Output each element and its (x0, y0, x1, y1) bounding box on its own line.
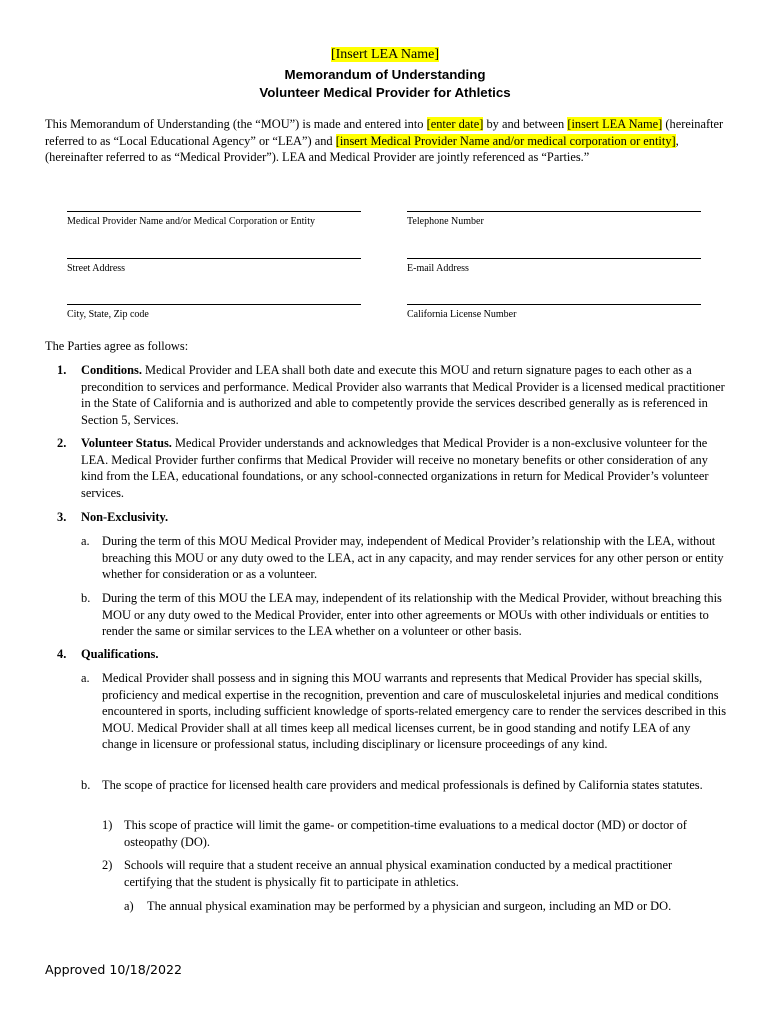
footer-approved-date: Approved 10/18/2022 (45, 962, 182, 977)
document-title: Memorandum of Understanding (284, 67, 486, 82)
document-subtitle: Volunteer Medical Provider for Athletics (259, 85, 511, 100)
section-3-number: 3. (57, 510, 67, 524)
section-4-title: Qualifications. (81, 647, 159, 661)
section-4b1-number: 1) (102, 818, 113, 832)
provider-placeholder: [insert Medical Provider Name and/or medical corporation or entity] (335, 133, 676, 148)
section-1-number: 1. (57, 363, 67, 377)
lea-name-placeholder: [Insert LEA Name] (330, 47, 440, 62)
date-placeholder: [enter date] (426, 117, 484, 131)
section-4b2a-number: a) (124, 899, 134, 913)
email-field[interactable]: E-mail Address (407, 258, 701, 275)
section-4-number: 4. (57, 647, 67, 661)
license-number-field[interactable]: California License Number (407, 304, 701, 321)
section-4a-number: a. (81, 671, 90, 685)
section-4b2a: The annual physical examination may be performed by a physician and surgeon, including an MD or DO. (147, 899, 672, 913)
street-address-field[interactable]: Street Address (67, 258, 361, 275)
section-2: Volunteer Status. Medical Provider understands and acknowledges that Medical Provider is a non-exclusive volunteer for the LEA. Medical Provider further confirms that Medical Provider will receive no monetary benefits or other consideration of any kind from the LEA, educational foundations, or any school-connected organizations in return for Medical Provider’s volunteer services. (81, 436, 709, 500)
lea-placeholder: [insert LEA Name] (567, 117, 663, 131)
section-4b: The scope of practice for licensed health care providers and medical professionals is defined by California states statutes. (102, 778, 703, 792)
section-3b-number: b. (81, 591, 91, 605)
section-4b1: This scope of practice will limit the game- or competition-time evaluations to a medical doctor (MD) or doctor of osteopathy (DO). (124, 818, 687, 849)
parties-intro: The Parties agree as follows: (45, 339, 189, 353)
section-3a-number: a. (81, 534, 90, 548)
section-2-number: 2. (57, 436, 67, 450)
section-4a: Medical Provider shall possess and in signing this MOU warrants and represents that Medical Provider has special skills, proficiency and medical expertise in the recognition, prevention and care of musculoskeletal injuries and medical conditions encountered in sports, including sufficient knowledge of sports-related emergency care to render the services described in this MOU. Medical Provider shall at all times keep all medical licenses current, be in good standing and notify LEA of any change in licensure or professional status, including disciplinary or licensure proceedings of any kind. (102, 671, 727, 751)
telephone-field[interactable]: Telephone Number (407, 211, 701, 228)
section-3b: During the term of this MOU the LEA may, independent of its relationship with the Medical Provider, without breaching this MOU or any duty owed to the Medical Provider, enter into other agreements or MOUs with other individuals or entities to render the same or similar services to the LEA whether on a volunteer or other basis. (102, 591, 722, 638)
section-1: Conditions. Medical Provider and LEA shall both date and execute this MOU and return signature pages to each other as a precondition to services and performance. Medical Provider also warrants that Medical Provider is a licensed medical practitioner in the State of California and is authorized and able to competently provide the services described generally as is referenced in Section 5, Services. (81, 363, 725, 427)
section-3-title: Non-Exclusivity. (81, 510, 169, 524)
section-3a: During the term of this MOU Medical Provider may, independent of Medical Provider’s relationship with the LEA, without breaching this MOU or any duty owed to the LEA, act in any capacity, and may render services for any other person or entity whether for consideration or as a volunteer. (102, 534, 724, 581)
provider-name-field[interactable]: Medical Provider Name and/or Medical Corporation or Entity (67, 211, 361, 228)
section-4b-number: b. (81, 778, 91, 792)
city-state-zip-field[interactable]: City, State, Zip code (67, 304, 361, 321)
section-4b2: Schools will require that a student receive an annual physical examination conducted by a medical practitioner certifying that the student is physically fit to participate in athletics. (124, 858, 673, 889)
section-4b2-number: 2) (102, 858, 113, 872)
intro-paragraph: This Memorandum of Understanding (the “MOU”) is made and entered into [enter date] by and between [insert LEA Name] (hereinafter referred to as “Local Educational Agency” or “LEA”) and [insert Medical Provider Name and/or medical corporation or entity], (hereinafter referred to as “Medical Provider”). LEA and Medical Provider are jointly referenced as “Parties.” (45, 117, 724, 164)
